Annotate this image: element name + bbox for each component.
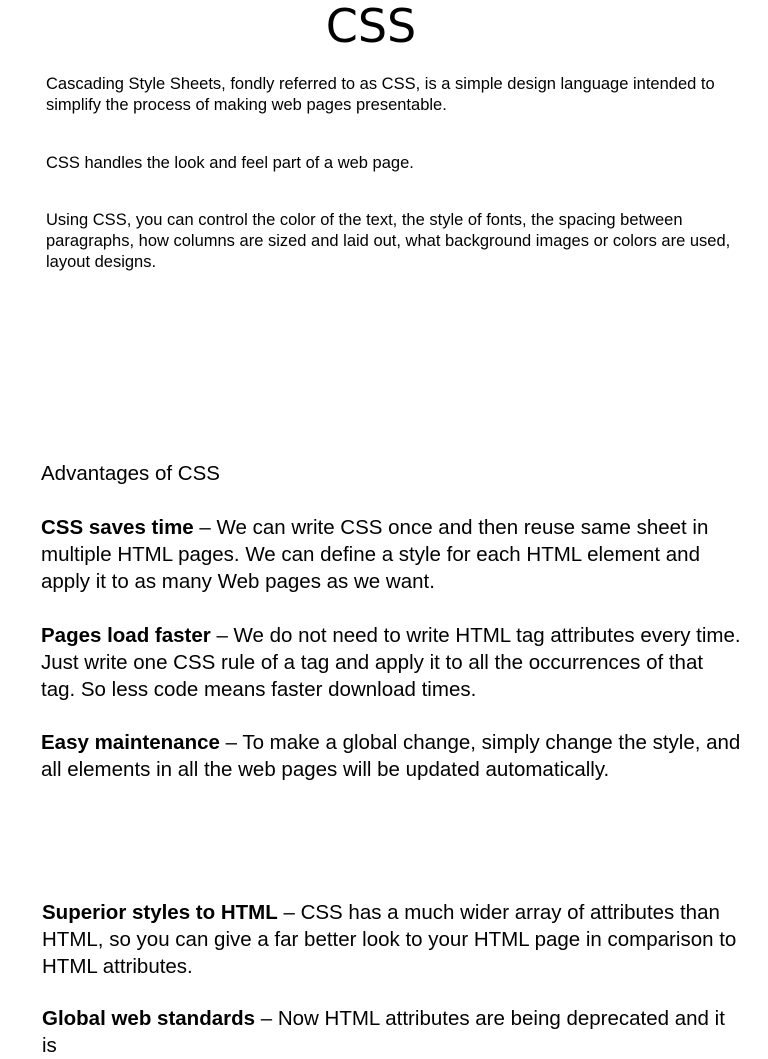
advantage-item (42, 1005, 742, 1059)
intro-paragraph-3: Using CSS, you can control the color of the text, the style of fonts, the spacing between paragraphs, how columns are sized and laid out, what background images or colors are used, layout designs. (46, 211, 731, 271)
advantage-text: – We do not need to write HTML tag attributes every time. Just write one CSS rule of a tag and apply it to all the occurrences of that tag. So less code means faster download times. (41, 624, 741, 701)
intro-paragraph-1: Cascading Style Sheets, fondly referred to as CSS, is a simple design language intended to simplify the process of making web pages presentable. (46, 75, 715, 114)
advantage-term: Global web standards (42, 1007, 256, 1030)
page-title: CSS (325, 0, 417, 53)
advantage-text: – Now HTML attributes are being deprecated and it is (42, 1007, 725, 1057)
intro-paragraph-2: CSS handles the look and feel part of a web page. (46, 154, 414, 172)
advantage-item (42, 899, 742, 980)
advantage-item (41, 622, 741, 703)
advantage-term: Superior styles to HTML (42, 901, 278, 924)
advantages-heading: Advantages of CSS (41, 462, 220, 485)
advantage-term: Easy maintenance (41, 731, 220, 754)
advantage-text: – To make a global change, simply change the style, and all elements in all the web pages will be updated automatically. (41, 731, 741, 781)
advantage-item (41, 729, 741, 783)
advantage-item (41, 514, 741, 595)
advantage-text: – We can write CSS once and then reuse same sheet in multiple HTML pages. We can define a style for each HTML element and apply it to as many Web pages as we want. (41, 516, 709, 593)
advantage-text: – CSS has a much wider array of attributes than HTML, so you can give a far better look to your HTML page in comparison to HTML attributes. (42, 901, 737, 978)
advantage-term: CSS saves time (41, 516, 194, 539)
advantage-term: Pages load faster (41, 624, 211, 647)
